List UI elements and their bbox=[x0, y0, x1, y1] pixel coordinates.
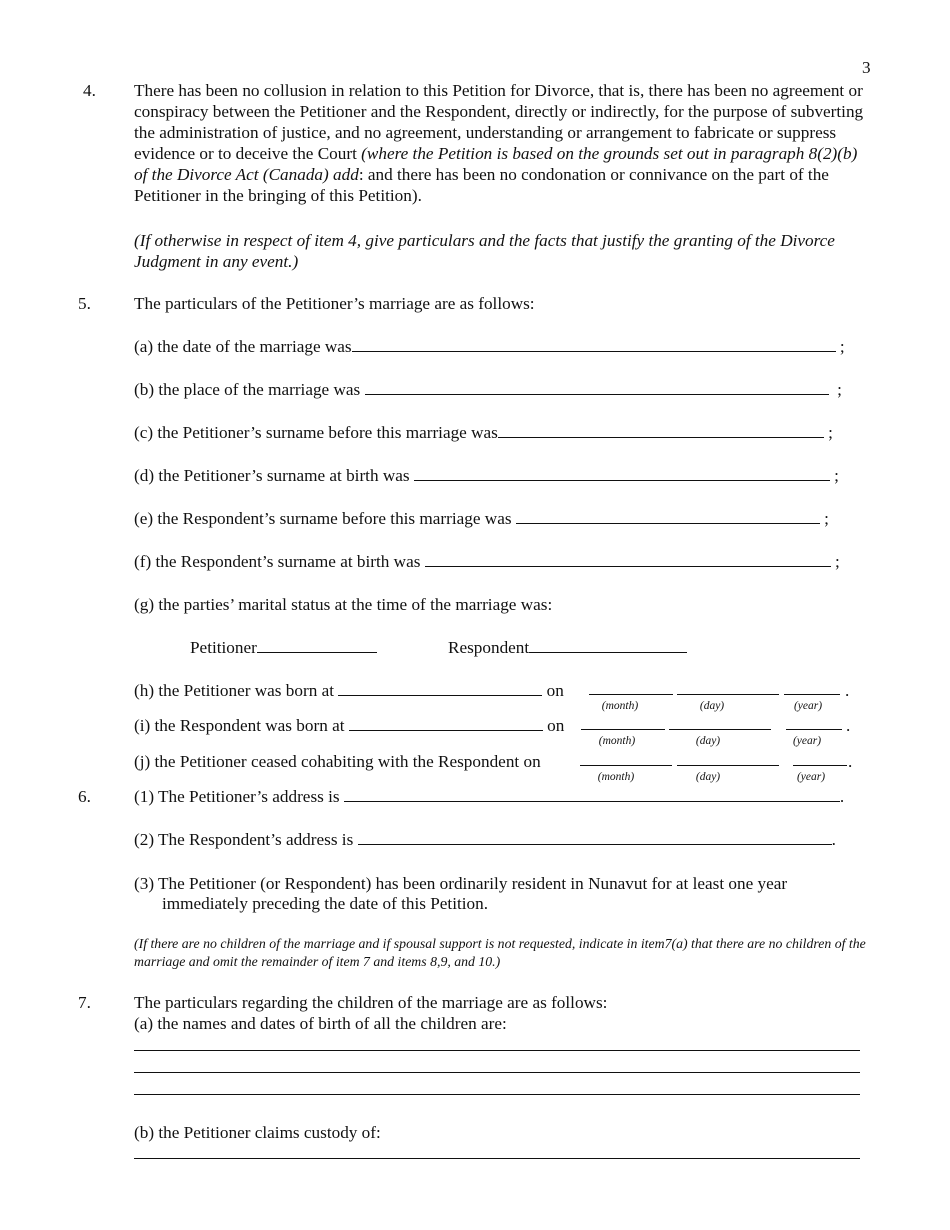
period: . bbox=[848, 752, 853, 771]
respondent-birth-year-field[interactable] bbox=[786, 729, 842, 730]
item-5d-row bbox=[134, 465, 839, 486]
respondent-address-field[interactable] bbox=[358, 830, 832, 845]
year-caption: (year) bbox=[796, 771, 826, 783]
marriage-place-field[interactable] bbox=[365, 380, 829, 395]
item-4-number: 4. bbox=[83, 81, 96, 100]
item-5g-label: (g) the parties’ marital status at the time of the marriage was: bbox=[134, 595, 553, 614]
marriage-date-field[interactable] bbox=[352, 337, 836, 352]
petitioner-status-row bbox=[190, 637, 377, 658]
item-5a-label: (a) the date of the marriage was bbox=[134, 337, 352, 356]
item-4-text bbox=[134, 80, 870, 206]
item-5d-label: (d) the Petitioner’s surname at birth was bbox=[134, 466, 410, 485]
petitioner-surname-birth-field[interactable] bbox=[414, 466, 830, 481]
period: . bbox=[846, 716, 851, 735]
month-caption: (month) bbox=[598, 735, 636, 747]
month-caption: (month) bbox=[601, 700, 639, 712]
item-5h-label: (h) the Petitioner was born at bbox=[134, 681, 334, 700]
respondent-status-label: Respondent bbox=[448, 638, 530, 657]
period: . bbox=[839, 787, 845, 806]
semicolon: ; bbox=[828, 423, 833, 442]
day-caption: (day) bbox=[695, 771, 721, 783]
petitioner-status-label: Petitioner bbox=[190, 638, 257, 657]
petitioner-birth-year-field[interactable] bbox=[784, 694, 840, 695]
item-6-note: (If there are no children of the marriage and if spousal support is not requested, indicate in item7(a) that there are no children of the marriage and omit the remainder of item 7 and items 8,9, and 10.) bbox=[134, 936, 866, 969]
period: . bbox=[831, 830, 836, 849]
respondent-birth-month-field[interactable] bbox=[581, 729, 665, 730]
period: . bbox=[845, 681, 850, 700]
separation-year-field[interactable] bbox=[793, 765, 847, 766]
custody-line[interactable] bbox=[134, 1158, 860, 1159]
petitioner-surname-before-field[interactable] bbox=[498, 423, 824, 438]
separation-month-field[interactable] bbox=[580, 765, 672, 766]
petitioner-status-field[interactable] bbox=[257, 638, 377, 653]
semicolon: ; bbox=[834, 552, 840, 571]
item-5-number: 5. bbox=[78, 294, 91, 313]
item-5f-label: (f) the Respondent’s surname at birth was bbox=[134, 552, 421, 571]
item-5i-row bbox=[134, 715, 564, 736]
item-6-2-label: (2) The Respondent’s address is bbox=[134, 830, 354, 849]
item-7a-label: (a) the names and dates of birth of all the children are: bbox=[134, 1014, 507, 1033]
separation-day-field[interactable] bbox=[677, 765, 779, 766]
children-line-1[interactable] bbox=[134, 1050, 860, 1051]
respondent-birth-day-field[interactable] bbox=[669, 729, 771, 730]
item-5c-label: (c) the Petitioner’s surname before this marriage was bbox=[134, 423, 498, 442]
day-caption: (day) bbox=[699, 700, 725, 712]
item-5e-row bbox=[134, 508, 829, 529]
item-4-text-italic: (where the Petition is based on the grounds set out in paragraph 8(2)(b) of the Divorce Act (Canada) add bbox=[134, 144, 858, 184]
respondent-surname-birth-field[interactable] bbox=[425, 552, 831, 567]
year-caption: (year) bbox=[792, 735, 822, 747]
item-5b-row bbox=[134, 379, 842, 400]
item-7-number: 7. bbox=[78, 993, 91, 1012]
respondent-status-field[interactable] bbox=[529, 638, 687, 653]
item-6-3-line2: immediately preceding the date of this Petition. bbox=[162, 894, 489, 913]
item-5a-row bbox=[134, 336, 845, 357]
respondent-surname-before-field[interactable] bbox=[516, 509, 820, 524]
semicolon: ; bbox=[824, 509, 829, 528]
item-6-3-line1: (3) The Petitioner (or Respondent) has been ordinarily resident in Nunavut for at least one year bbox=[134, 874, 788, 893]
semicolon: ; bbox=[834, 466, 839, 485]
petitioner-birthplace-field[interactable] bbox=[338, 681, 542, 696]
on-label: on bbox=[546, 681, 564, 700]
month-caption: (month) bbox=[597, 771, 635, 783]
item-4-text-b: : and there has been no condonation or connivance on the part of the Petitioner in the bringing of this Petition). bbox=[134, 165, 829, 205]
item-5-intro: The particulars of the Petitioner’s marriage are as follows: bbox=[134, 294, 535, 313]
semicolon: ; bbox=[837, 380, 842, 399]
item-5f-row bbox=[134, 551, 840, 572]
page-number: 3 bbox=[862, 58, 871, 77]
item-7-intro: The particulars regarding the children of the marriage are as follows: bbox=[134, 993, 608, 1012]
year-caption: (year) bbox=[793, 700, 823, 712]
respondent-birthplace-field[interactable] bbox=[349, 716, 543, 731]
item-5h-row bbox=[134, 680, 564, 701]
semicolon: ; bbox=[839, 337, 845, 356]
item-6-1-row bbox=[134, 786, 844, 807]
petitioner-birth-day-field[interactable] bbox=[677, 694, 779, 695]
children-line-2[interactable] bbox=[134, 1072, 860, 1073]
respondent-status-row bbox=[448, 637, 687, 658]
item-4-text-a: There has been no collusion in relation to this Petition for Divorce, that is, there has been no agreement or conspiracy between the Petitioner and the Respondent, directly or indirectly, for the purpose of subverting the administration of justice, and no agreement, understanding or arrangement to fabricate or suppress evidence or to deceive the Court bbox=[134, 81, 864, 163]
on-label: on bbox=[547, 716, 565, 735]
day-caption: (day) bbox=[695, 735, 721, 747]
item-5e-label: (e) the Respondent’s surname before this marriage was bbox=[134, 509, 512, 528]
petitioner-address-field[interactable] bbox=[344, 787, 840, 802]
item-5j-label: (j) the Petitioner ceased cohabiting with the Respondent on bbox=[134, 752, 541, 771]
item-6-2-row bbox=[134, 829, 836, 850]
item-5c-row bbox=[134, 422, 833, 443]
item-4-note: (If otherwise in respect of item 4, give particulars and the facts that justify the granting of the Divorce Judgment in any event.) bbox=[134, 231, 835, 271]
item-7b-label: (b) the Petitioner claims custody of: bbox=[134, 1123, 381, 1142]
item-6-1-label: (1) The Petitioner’s address is bbox=[134, 787, 340, 806]
children-line-3[interactable] bbox=[134, 1094, 860, 1095]
item-5i-label: (i) the Respondent was born at bbox=[134, 716, 345, 735]
item-6-number: 6. bbox=[78, 787, 91, 806]
item-5b-label: (b) the place of the marriage was bbox=[134, 380, 361, 399]
petitioner-birth-month-field[interactable] bbox=[589, 694, 673, 695]
